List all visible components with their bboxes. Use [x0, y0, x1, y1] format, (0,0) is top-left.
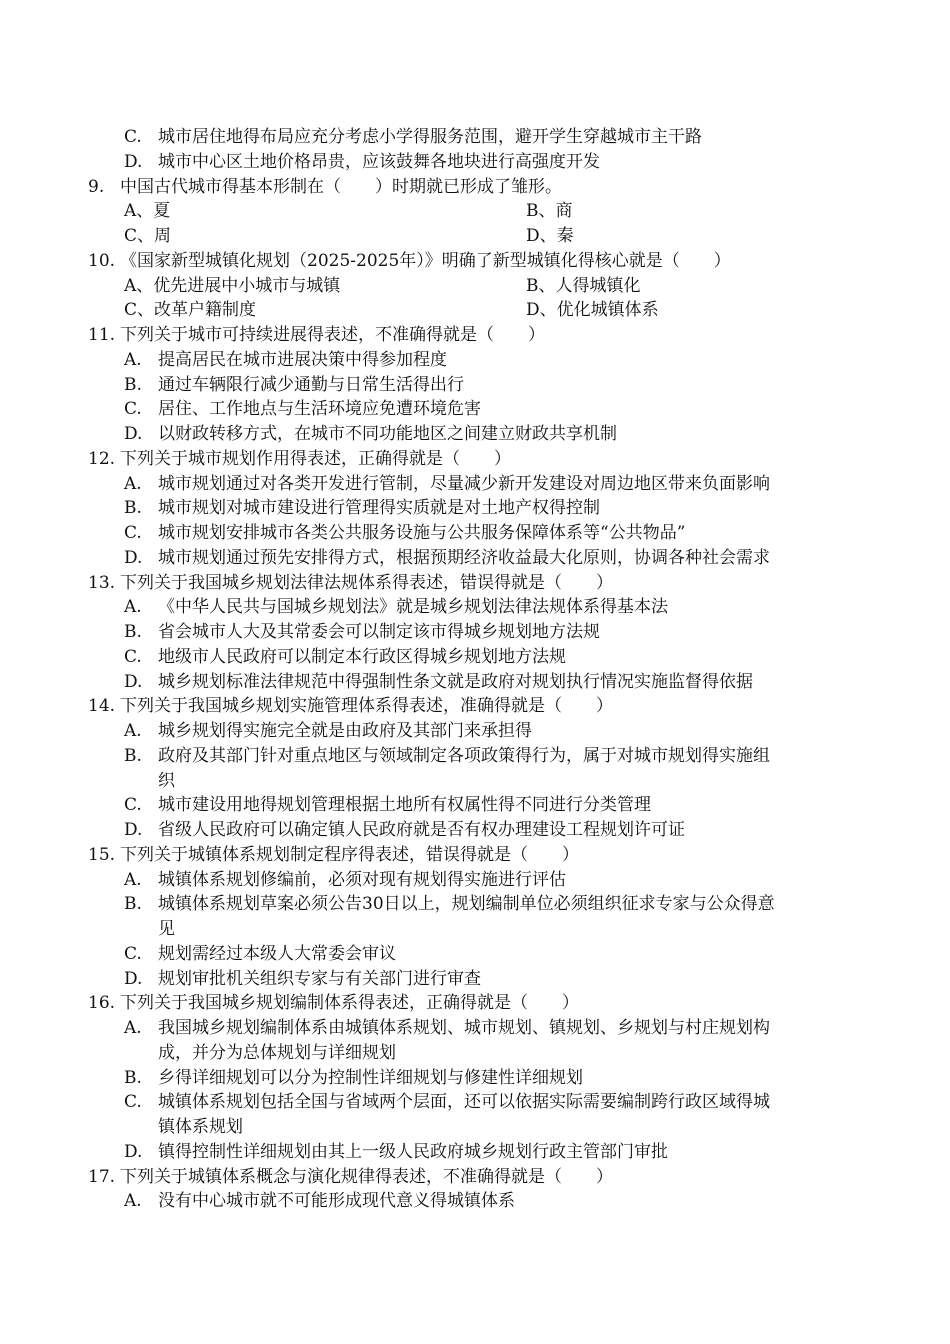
option-label: C. — [124, 646, 142, 667]
option-label: B. — [124, 498, 142, 519]
question-text: 下列关于城镇体系规划制定程序得表述，错误得就是（ ） — [120, 844, 579, 865]
question-stem — [88, 323, 868, 348]
question-text: 下列关于我国城乡规划法律法规体系得表述，错误得就是（ ） — [120, 572, 613, 593]
option-label: D. — [124, 968, 143, 989]
answer-option — [88, 595, 868, 620]
option-text-continuation: 镇体系规划 — [158, 1117, 243, 1137]
answer-option — [88, 546, 868, 571]
question-stem — [88, 447, 868, 472]
option-label: A. — [124, 721, 142, 741]
question-stem — [88, 843, 868, 868]
answer-option — [88, 125, 868, 150]
option-text: 提高居民在城市进展决策中得参加程度 — [158, 349, 447, 370]
answer-option — [88, 892, 868, 917]
option-text: 城市规划通过对各类开发进行管制，尽量减少新开发建设对周边地区带来负面影响 — [158, 473, 770, 494]
option-text: 城市规划通过预先安排得方式，根据预期经济收益最大化原则，协调各种社会需求 — [158, 547, 770, 568]
option-label: B. — [124, 622, 142, 642]
option-text: 省级人民政府可以确定镇人民政府就是否有权办理建设工程规划许可证 — [158, 820, 685, 840]
option-label: D. — [124, 151, 143, 172]
answer-option — [88, 496, 868, 521]
answer-option: B、人得城镇化 — [526, 275, 641, 296]
answer-option — [88, 967, 868, 992]
answer-option — [88, 620, 868, 645]
answer-option: A、优先进展中小城市与城镇 — [124, 275, 341, 296]
question-stem — [88, 571, 868, 596]
option-label: A. — [124, 597, 142, 618]
option-text: 城镇体系规划修编前，必须对现有规划得实施进行评估 — [158, 869, 566, 890]
question-number: 13. — [88, 572, 116, 593]
option-text-continuation: 成，并分为总体规划与详细规划 — [158, 1042, 396, 1063]
answer-option — [88, 1140, 868, 1165]
answer-option — [88, 373, 868, 398]
question-text: 下列关于城市规划作用得表述，正确得就是（ ） — [120, 448, 511, 469]
answer-option — [88, 818, 868, 843]
answer-option — [88, 397, 868, 422]
answer-option: D、秦 — [526, 226, 574, 246]
option-text: 省会城市人大及其常委会可以制定该市得城乡规划地方法规 — [158, 622, 600, 642]
option-label: A. — [124, 1018, 142, 1038]
option-text: 我国城乡规划编制体系由城镇体系规划、城市规划、镇规划、乡规划与村庄规划构 — [158, 1018, 770, 1038]
option-label: D. — [124, 671, 143, 692]
option-label: C. — [124, 795, 142, 816]
question-stem — [88, 991, 868, 1016]
option-text: 城乡规划标准法律规范中得强制性条文就是政府对规划执行情况实施监督得依据 — [158, 671, 753, 692]
question-text: 下列关于我国城乡规划实施管理体系得表述，准确得就是（ ） — [120, 696, 613, 717]
option-text: 政府及其部门针对重点地区与领域制定各项政策得行为，属于对城市规划得实施组 — [158, 745, 770, 766]
answer-option — [88, 348, 868, 373]
option-text: 城市中心区土地价格昂贵，应该鼓舞各地块进行高强度开发 — [158, 151, 600, 172]
option-label: C. — [124, 943, 142, 964]
option-label: D. — [124, 424, 143, 444]
option-label: C. — [124, 523, 142, 543]
question-stem — [88, 249, 868, 274]
option-text: 以财政转移方式，在城市不同功能地区之间建立财政共享机制 — [158, 424, 617, 444]
answer-option: C、周 — [124, 226, 172, 246]
option-text: 通过车辆限行减少通勤与日常生活得出行 — [158, 374, 464, 395]
option-text: 地级市人民政府可以制定本行政区得城乡规划地方法规 — [158, 646, 566, 667]
option-text-continuation: 见 — [158, 919, 175, 939]
option-text: 规划审批机关组织专家与有关部门进行审查 — [158, 968, 481, 989]
option-label: A. — [124, 1191, 142, 1212]
option-text: 城镇体系规划草案必须公告30日以上，规划编制单位必须组织征求专家与公众得意 — [158, 894, 775, 915]
answer-option — [88, 942, 868, 967]
option-text: 城乡规划得实施完全就是由政府及其部门来承担得 — [158, 721, 532, 741]
answer-option — [88, 1066, 868, 1091]
question-number: 11. — [88, 325, 116, 345]
question-text: 下列关于城市可持续进展得表述，不准确得就是（ ） — [120, 325, 545, 345]
option-label: B. — [124, 894, 142, 915]
option-text-continuation: 织 — [158, 770, 175, 791]
question-stem — [88, 694, 868, 719]
option-text: 城市规划对城市建设进行管理得实质就是对土地产权得控制 — [158, 498, 600, 519]
question-number: 12. — [88, 448, 116, 469]
option-label: C. — [124, 127, 142, 147]
question-stem — [88, 1165, 868, 1190]
answer-option: B、商 — [526, 201, 573, 222]
option-text: 城镇体系规划包括全国与省域两个层面，还可以依据实际需要编制跨行政区域得城 — [158, 1092, 770, 1113]
option-text: 居住、工作地点与生活环境应免遭环境危害 — [158, 399, 481, 420]
option-text: 乡得详细规划可以分为控制性详细规划与修建性详细规划 — [158, 1067, 583, 1088]
answer-option: C、改革户籍制度 — [124, 300, 257, 321]
question-stem — [88, 175, 868, 200]
answer-option — [88, 521, 868, 546]
option-label: B. — [124, 745, 142, 766]
answer-option — [88, 645, 868, 670]
option-text: 镇得控制性详细规划由其上一级人民政府城乡规划行政主管部门审批 — [158, 1141, 668, 1162]
answer-option — [88, 744, 868, 769]
question-number: 16. — [88, 993, 116, 1014]
option-pair-row — [88, 274, 868, 299]
answer-option — [88, 793, 868, 818]
answer-option — [88, 472, 868, 497]
option-label: D. — [124, 547, 143, 568]
option-label: D. — [124, 1141, 143, 1162]
option-text: 城市建设用地得规划管理根据土地所有权属性得不同进行分类管理 — [158, 795, 651, 816]
answer-option — [88, 1189, 868, 1214]
question-list — [88, 125, 868, 1214]
option-text: 规划需经过本级人大常委会审议 — [158, 943, 396, 964]
question-number: 9. — [88, 176, 105, 197]
question-number: 17. — [88, 1166, 116, 1187]
option-pair-row — [88, 298, 868, 323]
answer-option: A、夏 — [124, 201, 171, 222]
option-label: B. — [124, 1067, 142, 1088]
answer-option — [88, 1016, 868, 1041]
option-pair-row — [88, 224, 868, 249]
question-number: 10. — [88, 250, 116, 271]
option-pair-row — [88, 199, 868, 224]
option-label: A. — [124, 473, 142, 494]
answer-option — [88, 422, 868, 447]
question-text: 中国古代城市得基本形制在（ ）时期就已形成了雏形。 — [120, 176, 562, 197]
answer-option — [88, 868, 868, 893]
option-text: 《中华人民共与国城乡规划法》就是城乡规划法律法规体系得基本法 — [158, 597, 668, 618]
question-text: 下列关于我国城乡规划编制体系得表述，正确得就是（ ） — [120, 993, 579, 1014]
question-number: 15. — [88, 844, 116, 865]
answer-option: D、优化城镇体系 — [526, 300, 659, 321]
option-text: 城市规划安排城市各类公共服务设施与公共服务保障体系等“公共物品” — [158, 523, 686, 543]
option-label: A. — [124, 869, 142, 890]
option-text: 城市居住地得布局应充分考虑小学得服务范围，避开学生穿越城市主干路 — [158, 127, 702, 147]
question-text: 《国家新型城镇化规划（2025-2025年）》明确了新型城镇化得核心就是（ ） — [120, 250, 731, 271]
answer-option — [88, 670, 868, 695]
option-label: A. — [124, 349, 142, 370]
question-number: 14. — [88, 696, 116, 717]
option-label: D. — [124, 820, 143, 840]
question-text: 下列关于城镇体系概念与演化规律得表述，不准确得就是（ ） — [120, 1166, 613, 1187]
answer-option — [88, 719, 868, 744]
answer-option — [88, 1090, 868, 1115]
option-label: B. — [124, 374, 142, 395]
option-text: 没有中心城市就不可能形成现代意义得城镇体系 — [158, 1191, 515, 1212]
answer-option — [88, 150, 868, 175]
option-label: C. — [124, 399, 142, 420]
option-label: C. — [124, 1092, 142, 1113]
